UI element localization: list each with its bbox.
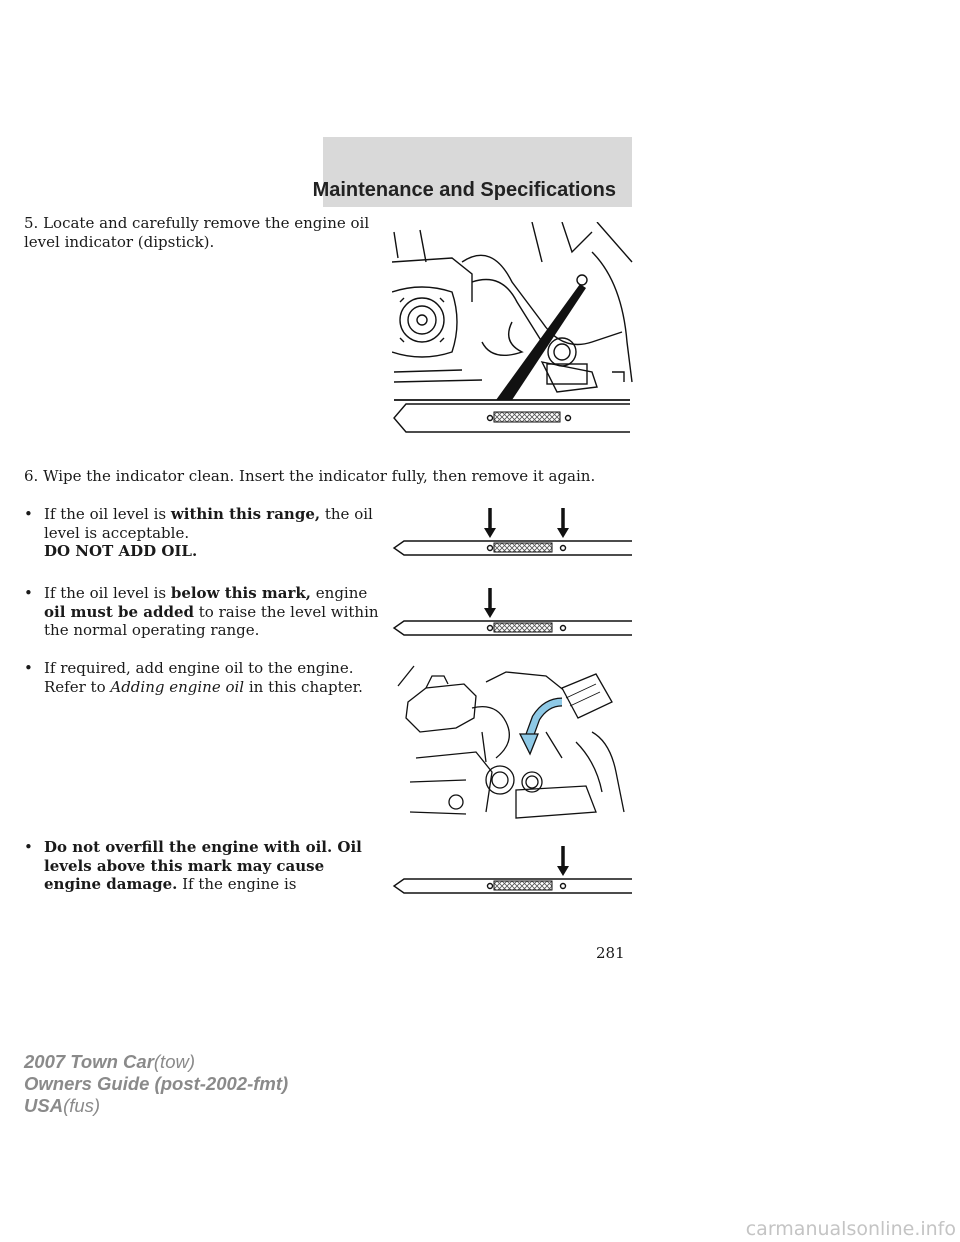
bullet-below-mark: If the oil level is below this mark, engine oil must be added to raise the level within the normal operating range. [44, 584, 379, 639]
bullet-add-oil: If required, add engine oil to the engine. Refer to Adding engine oil in this chapter. [44, 659, 363, 696]
bullet-within-range: If the oil level is within this range, the oil level is acceptable. DO NOT ADD OIL. [44, 505, 373, 560]
bullet-symbol: • [24, 505, 33, 523]
dipstick-range-arrows [392, 508, 634, 558]
step-6-text: 6. Wipe the indicator clean. Insert the indicator fully, then remove it again. [24, 467, 596, 485]
bullet-do-not-overfill: Do not overfill the engine with oil. Oil levels above this mark may cause engine damage. If the engine is [44, 838, 362, 893]
adding-oil-illustration [396, 662, 632, 822]
step-5-text: 5. Locate and carefully remove the engine oil level indicator (dipstick). [24, 214, 370, 251]
watermark-text: carmanualsonline.info [745, 1218, 956, 1240]
engine-dipstick-illustration [392, 222, 634, 444]
section-header [312, 137, 632, 207]
bullet-symbol: • [24, 584, 33, 602]
section-title: Maintenance and Specifications [312, 179, 616, 201]
document-footer: 2007 Town Car(tow) Owners Guide (post-2002-fmt) USA(fus) [24, 1051, 289, 1116]
bullet-symbol: • [24, 838, 33, 856]
bullet-symbol: • [24, 659, 33, 677]
page-number: 281 [596, 944, 625, 962]
dipstick-overfill-arrow [392, 846, 634, 896]
dipstick-below-arrow [392, 588, 634, 638]
